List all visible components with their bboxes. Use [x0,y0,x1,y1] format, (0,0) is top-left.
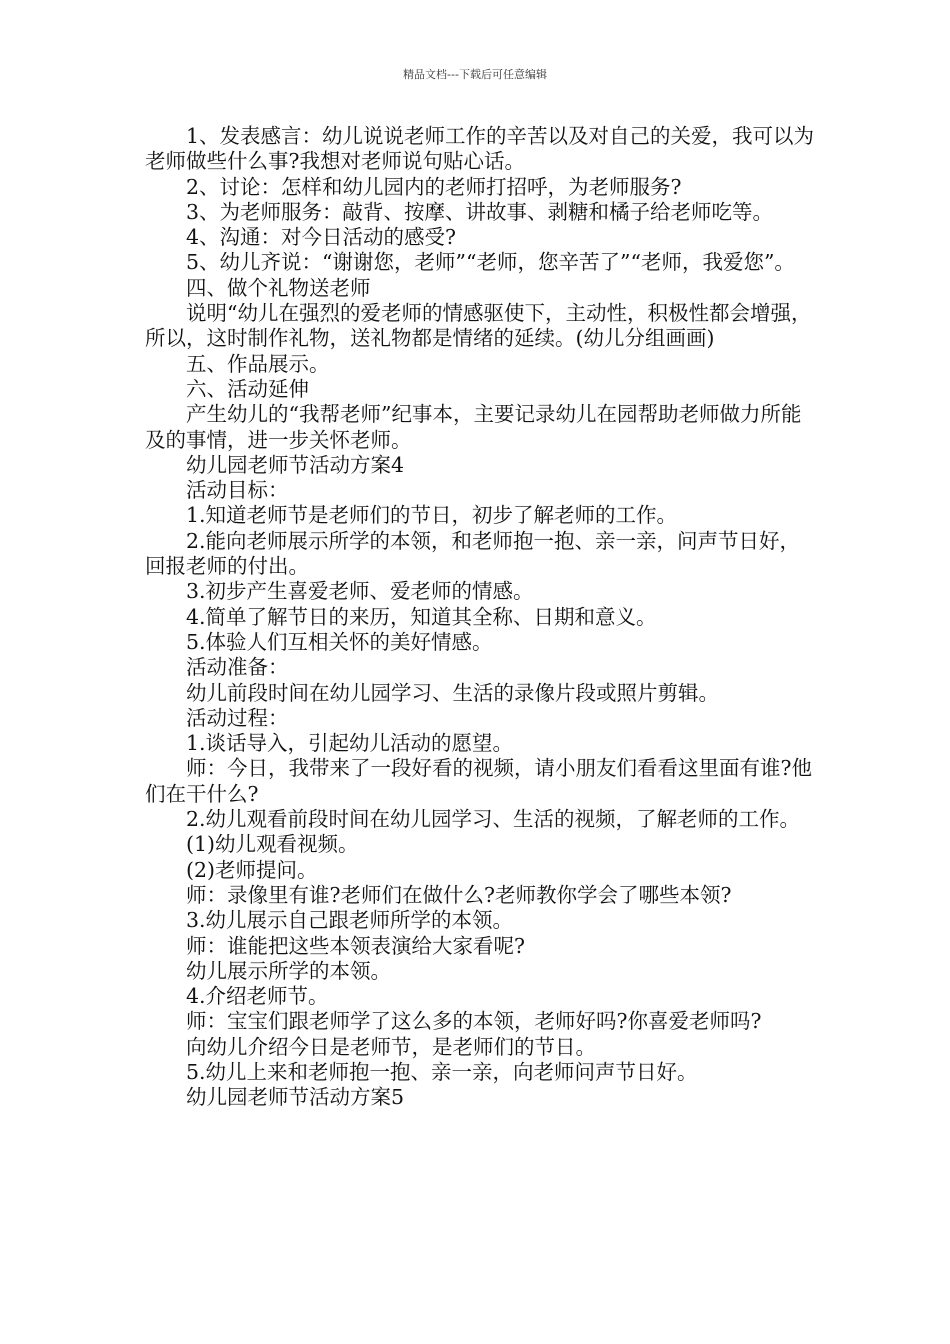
paragraph: 1.谈话导入，引起幼儿活动的愿望。 [186,731,514,756]
paragraph: 4.介绍老师节。 [186,984,329,1009]
paragraph: 师：谁能把这些本领表演给大家看呢? [186,933,525,958]
paragraph: 3、为老师服务：敲背、按摩、讲故事、剥糖和橘子给老师吃等。 [186,199,774,224]
paragraph: 活动目标： [186,478,289,503]
paragraph: 3.幼儿展示自己跟老师所学的本领。 [186,908,514,933]
paragraph: 说明“幼儿在强烈的爱老师的情感驱使下，主动性，积极性都会增强，所以，这时制作礼物，送礼物都是情绪的延续。(幼儿分组画画) [145,301,812,351]
paragraph: 5、幼儿齐说：“谢谢您，老师”“老师，您辛苦了”“老师，我爱您”。 [186,250,795,275]
paragraph: 4、沟通：对今日活动的感受? [186,225,457,250]
paragraph: 师：宝宝们跟老师学了这么多的本领，老师好吗?你喜爱老师吗? [186,1009,762,1034]
paragraph: (2)老师提问。 [186,857,318,882]
paragraph: 产生幼儿的“我帮老师”纪事本，主要记录幼儿在园帮助老师做力所能及的事情，进一步关怀老师。 [145,402,802,452]
paragraph: (1)幼儿观看视频。 [186,832,359,857]
paragraph: 5.幼儿上来和老师抱一抱、亲一亲，向老师问声节日好。 [186,1059,698,1084]
paragraph: 2、讨论：怎样和幼儿园内的老师打招呼，为老师服务? [186,174,682,199]
paragraph: 四、做个礼物送老师 [186,275,371,300]
paragraph: 2.幼儿观看前段时间在幼儿园学习、生活的视频，了解老师的工作。 [186,807,801,832]
paragraph: 向幼儿介绍今日是老师节，是老师们的节日。 [186,1034,596,1059]
document-body [145,124,817,1111]
paragraph: 师：今日，我带来了一段好看的视频，请小朋友们看看这里面有谁?他们在干什么? [145,756,812,806]
paragraph: 六、活动延伸 [186,376,309,401]
paragraph: 1.知道老师节是老师们的节日，初步了解老师的工作。 [186,503,678,528]
paragraph: 5.体验人们互相关怀的美好情感。 [186,629,493,654]
paragraph: 2.能向老师展示所学的本领，和老师抱一抱、亲一亲，问声节日好，回报老师的付出。 [145,528,801,579]
paragraph: 活动准备： [186,655,289,680]
page-header: 精品文档---下载后可任意编辑 [403,68,547,81]
paragraph: 师：录像里有谁?老师们在做什么?老师教你学会了哪些本领? [186,882,732,907]
paragraph: 1、发表感言：幼儿说说老师工作的辛苦以及对自己的关爱，我可以为老师做些什么事?我想对老师说句贴心话。 [145,124,815,174]
paragraph: 幼儿展示所学的本领。 [186,958,391,983]
paragraph: 五、作品展示。 [186,351,330,376]
paragraph: 幼儿园老师节活动方案4 [186,452,405,477]
paragraph: 活动过程： [186,705,289,730]
paragraph: 幼儿前段时间在幼儿园学习、生活的录像片段或照片剪辑。 [186,680,719,705]
paragraph: 4.简单了解节日的来历，知道其全称、日期和意义。 [186,604,657,629]
paragraph: 3.初步产生喜爱老师、爱老师的情感。 [186,579,534,604]
paragraph: 幼儿园老师节活动方案5 [186,1085,405,1110]
